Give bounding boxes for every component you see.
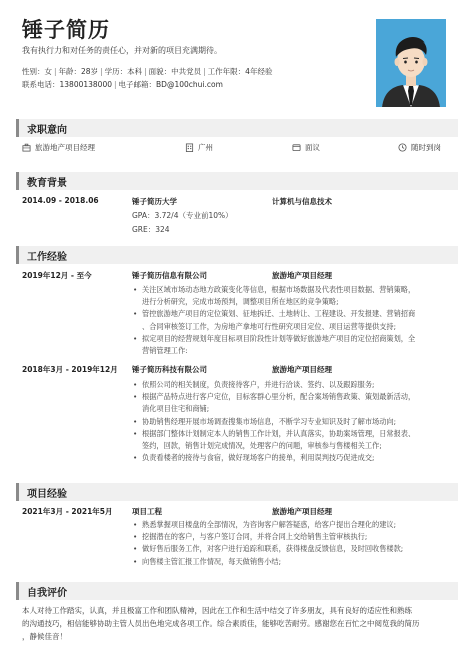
project-duties bbox=[132, 519, 450, 568]
section-intent-header bbox=[16, 119, 458, 137]
section-eval-header bbox=[16, 582, 458, 600]
intent-availability bbox=[398, 142, 441, 153]
list-item: • 根据部门整体计划制定本人的销售工作计划，并认真落实，协助案场管理，日常报表、 bbox=[132, 428, 450, 440]
email: 电子邮箱：BD@100chui.com bbox=[118, 80, 223, 89]
self-evaluation bbox=[22, 604, 454, 643]
list-item: • 负责看楼者的接待与食宿，做好现场客户的接单，利用误判技巧促进成交; bbox=[132, 452, 450, 464]
avatar bbox=[376, 19, 446, 107]
work2-duties bbox=[132, 379, 450, 464]
list-item: • 根据产品特点进行客户定位，目标客群心里分析，配合案场销售政策、策划最新活动， bbox=[132, 391, 450, 403]
intent-city bbox=[185, 142, 213, 153]
eval-line: 的沟通技巧，相信能够协助主管人员出色地完成各项工作。综合素质佳，能够吃苦耐劳。感谢您在百忙之中阅览我的简历 bbox=[22, 619, 420, 628]
list-item: • 向售楼主管汇报工作情况，每天做销售小结; bbox=[132, 556, 450, 568]
wallet-icon bbox=[292, 143, 301, 152]
work1-period: 2019年12月 - 至今 bbox=[22, 271, 92, 280]
section-work-header bbox=[16, 246, 458, 264]
work1-duties bbox=[132, 284, 450, 357]
project-name: 项目工程 bbox=[132, 507, 162, 516]
intent-availability-label: 随时到岗 bbox=[411, 143, 441, 152]
list-item: • 熟悉掌握项目楼盘的全部情况，为咨询客户解答疑惑，给客户提出合理化的建议; bbox=[132, 519, 450, 531]
work2-company: 锤子简历科技有限公司 bbox=[132, 365, 207, 374]
intent-city-label: 广州 bbox=[198, 143, 213, 152]
section-intent-title: 求职意向 bbox=[27, 125, 67, 136]
list-item: • 拟定项目的经营规划年度目标项目阶段性计划等做好旅游地产项目的定位招商策划，全 bbox=[132, 333, 450, 345]
list-item: 进行分析研究，完成市场预判，调整项目所在地区的竞争策略; bbox=[142, 297, 339, 307]
list-item: 、合同审核签订工作，为房地产拿地可行性研究项目定位、项目运营等提供支持; bbox=[142, 321, 396, 331]
list-item: • 做好售后服务工作，对客户进行追踪和联系，获得楼盘反馈信息，及时回收售楼款; bbox=[132, 543, 450, 555]
phone: 联系电话：13800138000 bbox=[22, 80, 112, 89]
work1-company: 锤子简历信息有限公司 bbox=[132, 271, 207, 280]
intent-salary bbox=[292, 142, 320, 153]
work1-role: 旅游地产项目经理 bbox=[272, 271, 332, 280]
resume-name: 锤子简历 bbox=[22, 18, 110, 42]
degree: 学历：本科 bbox=[104, 67, 143, 76]
section-project-header bbox=[16, 483, 458, 501]
intent-salary-label: 面议 bbox=[305, 143, 320, 152]
edu-school: 锤子简历大学 bbox=[132, 197, 177, 206]
list-item: 消化项目住宅和商铺; bbox=[142, 404, 210, 414]
list-item: • 管控旅游地产项目的定位策划、征地拆迁、土地转让、工程建设、开发报建、营销招商 bbox=[132, 308, 450, 320]
list-item: • 依照公司的相关制度，负责接待客户，并进行洽谈、签约、以及跟踪服务; bbox=[132, 379, 450, 391]
list-item: 签约，回款，销售计划完成情况，处理客户的问题，审核参与售楼相关工作; bbox=[142, 441, 382, 451]
work-years: 工作年限：4年经验 bbox=[207, 67, 273, 76]
list-item: • 关注区域市场动态地方政策变化等信息，根据市场数据及代表性项目数据、营销策略， bbox=[132, 284, 450, 296]
project-period: 2021年3月 - 2021年5月 bbox=[22, 507, 113, 516]
edu-gpa: GPA：3.72/4（专业前10%） bbox=[132, 211, 233, 220]
project-role: 旅游地产项目经理 bbox=[272, 507, 332, 516]
work2-role: 旅游地产项目经理 bbox=[272, 365, 332, 374]
gender: 性别：女 bbox=[22, 67, 52, 76]
intent-position-label: 旅游地产项目经理 bbox=[35, 143, 95, 152]
intent-position bbox=[22, 142, 95, 153]
work2-period: 2018年3月 - 2019年12月 bbox=[22, 365, 118, 374]
edu-gre: GRE：324 bbox=[132, 225, 170, 234]
section-eval-title: 自我评价 bbox=[27, 588, 67, 599]
political-status: 面貌：中共党员 bbox=[148, 67, 202, 76]
eval-line: 本人对待工作踏实，认真，并且极富工作和团队精神，因此在工作和生活中结交了许多朋友，具有良好的适应性和熟练 bbox=[22, 606, 412, 615]
building-icon bbox=[185, 143, 194, 152]
clock-icon bbox=[398, 143, 407, 152]
list-item: • 挖掘潜在的客户，与客户签订合同，并将合同上交给销售主管审核执行; bbox=[132, 531, 450, 543]
edu-period: 2014.09 - 2018.06 bbox=[22, 196, 99, 205]
motto: 我有执行力和对任务的责任心，并对新的项目充满期待。 bbox=[22, 46, 222, 55]
personal-info: 性别：女 | 年龄：28岁 | 学历：本科 | 面貌：中共党员 | 工作年限：4年经验 bbox=[22, 67, 273, 76]
edu-major: 计算机与信息技术 bbox=[272, 197, 332, 206]
section-education-title: 教育背景 bbox=[27, 178, 67, 189]
section-project-title: 项目经验 bbox=[27, 489, 67, 500]
list-item: • 协助销售经理开展市场调查搜集市场信息，不断学习专业知识及时了解市场动向; bbox=[132, 416, 450, 428]
age: 年龄：28岁 bbox=[58, 67, 99, 76]
list-item: 营销管理工作: bbox=[142, 346, 188, 356]
eval-line: ，静候佳音！ bbox=[22, 632, 67, 641]
section-work-title: 工作经验 bbox=[27, 252, 67, 263]
contact-info: 联系电话：13800138000 | 电子邮箱：BD@100chui.com bbox=[22, 80, 223, 89]
section-education-header bbox=[16, 172, 458, 190]
briefcase-icon bbox=[22, 143, 31, 152]
